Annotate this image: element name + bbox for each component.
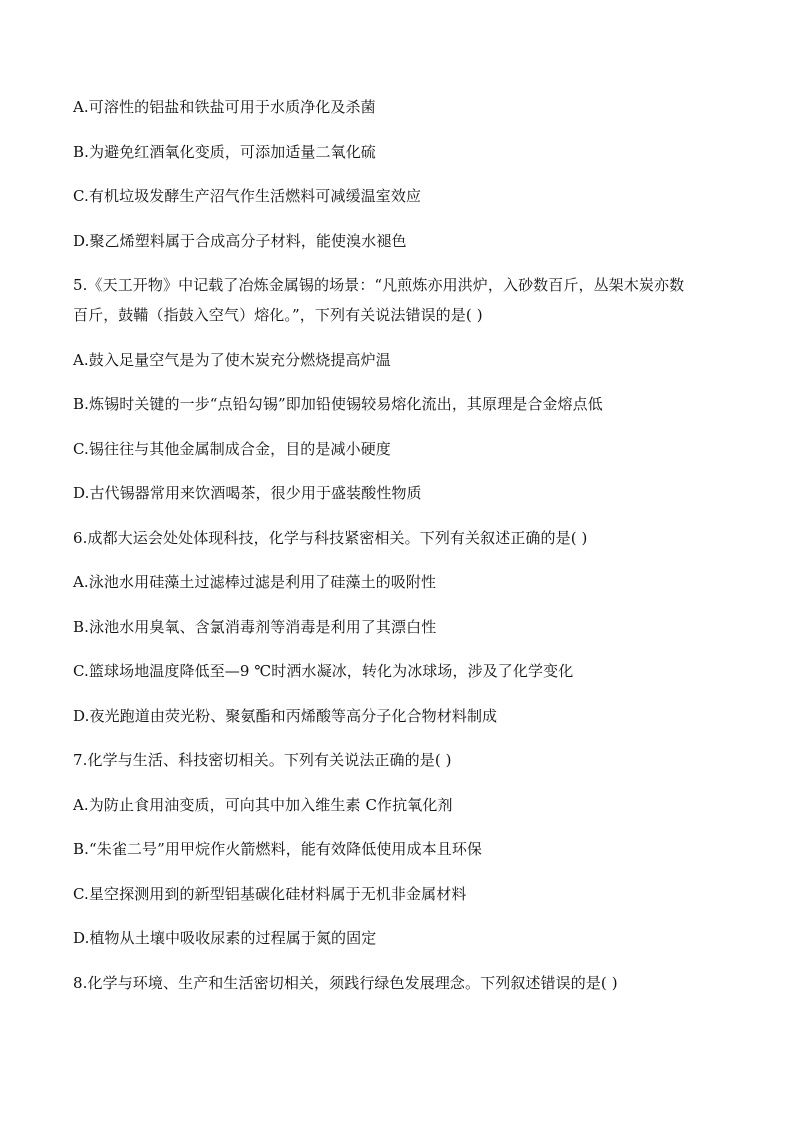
q5-option-b: B.炼锡时关键的一步“点铅勾锡”即加铅使锡较易熔化流出，其原理是合金熔点低	[73, 395, 603, 413]
q5-option-c: C.锡往往与其他金属制成合金，目的是减小硬度	[73, 439, 391, 458]
q5-stem-line-1: 5.《天工开物》中记载了冶炼金属锡的场景：“凡煎炼亦用洪炉，入砂数百斤，丛架木炭亦数	[73, 276, 685, 294]
q7-option-b: B.“朱雀二号”用甲烷作火箭燃料，能有效降低使用成本且环保	[73, 840, 483, 858]
q5-stem	[73, 270, 723, 330]
q6-option-d: D.夜光跑道由荧光粉、聚氨酯和丙烯酸等高分子化合物材料制成	[73, 706, 498, 725]
q5-option-d: D.古代锡器常用来饮酒喝茶，很少用于盛装酸性物质	[73, 484, 422, 502]
q4-option-d: D.聚乙烯塑料属于合成高分子材料，能使溴水褪色	[73, 231, 407, 250]
q6-option-c: C.篮球场地温度降低至—9 ℃时洒水凝冰，转化为冰球场，涉及了化学变化	[73, 662, 574, 680]
q7-option-d: D.植物从土壤中吸收尿素的过程属于氮的固定	[73, 929, 377, 947]
q6-option-b: B.泳池水用臭氧、含氯消毒剂等消毒是利用了其漂白性	[73, 617, 437, 636]
q7-option-c: C.星空探测用到的新型铝基碳化硅材料属于无机非金属材料	[73, 884, 467, 903]
q4-option-a: A.可溶性的铝盐和铁盐可用于水质净化及杀菌	[73, 98, 376, 116]
q4-option-b: B.为避免红酒氧化变质，可添加适量二氧化硫	[73, 142, 376, 161]
q5-stem-line-2: 百斤，鼓鞴（指鼓入空气）熔化。”，下列有关说法错误的是( )	[73, 306, 483, 324]
q8-stem: 8.化学与环境、生产和生活密切相关，须践行绿色发展理念。下列叙述错误的是( )	[73, 973, 618, 992]
q4-option-c: C.有机垃圾发酵生产沼气作生活燃料可减缓温室效应	[73, 187, 422, 205]
q5-option-a: A.鼓入足量空气是为了使木炭充分燃烧提高炉温	[73, 350, 391, 369]
q6-option-a: A.泳池水用硅藻土过滤棒过滤是利用了硅藻土的吸附性	[73, 573, 437, 591]
question-content	[73, 92, 723, 1012]
q7-stem: 7.化学与生活、科技密切相关。下列有关说法正确的是( )	[73, 751, 452, 769]
q6-stem: 6.成都大运会处处体现科技，化学与科技紧密相关。下列有关叙述正确的是( )	[73, 528, 588, 547]
q7-option-a: A.为防止食用油变质，可向其中加入维生素 C作抗氧化剂	[73, 795, 453, 814]
